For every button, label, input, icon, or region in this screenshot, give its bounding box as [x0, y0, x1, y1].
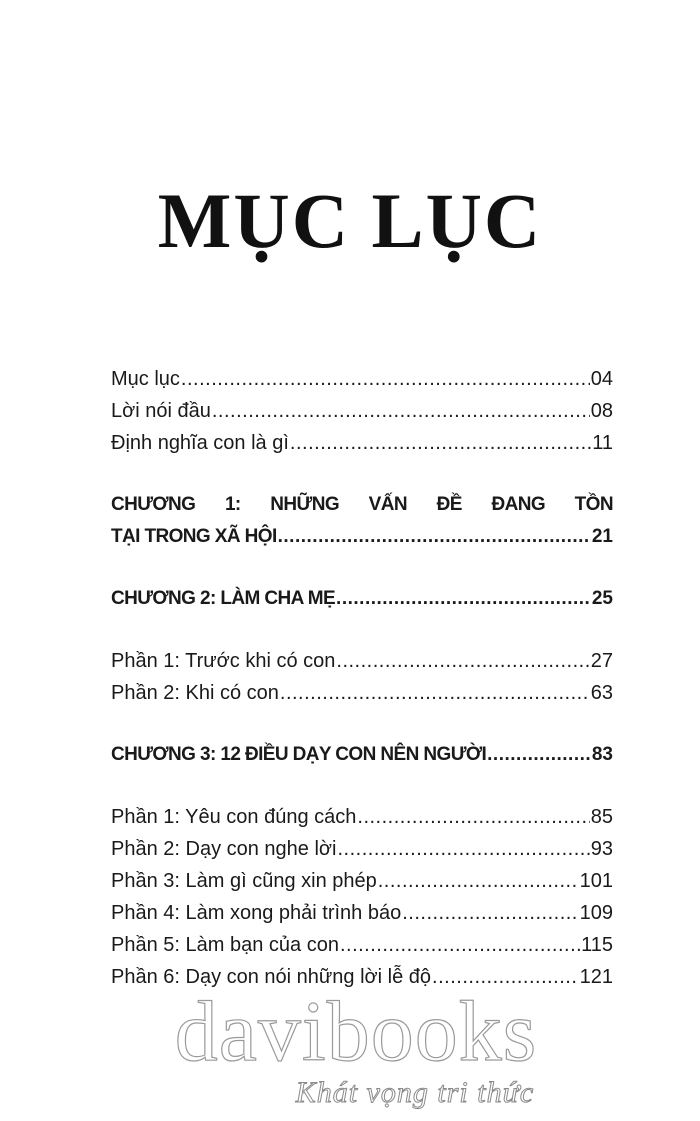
publisher-watermark [0, 983, 700, 1110]
table-of-contents [111, 368, 613, 998]
dot-leader [357, 806, 589, 829]
chapter-word: ĐANG [491, 494, 546, 515]
dot-leader [340, 934, 580, 957]
chapter-word: VẤN [368, 494, 407, 515]
toc-chapter-2-part-1 [111, 650, 613, 682]
toc-entry-page: 85 [590, 806, 613, 828]
toc-entry-page: 115 [581, 934, 613, 956]
toc-entry-label: Phần 1: Trước khi có con [111, 650, 336, 672]
toc-chapter-3-part-4 [111, 902, 613, 934]
toc-entry-page: 121 [579, 966, 613, 988]
toc-entry-label: Phần 3: Làm gì cũng xin phép [111, 870, 377, 892]
toc-entry-label: Định nghĩa con là gì [111, 432, 289, 454]
chapter-word: 1: [224, 494, 241, 515]
toc-entry-page: 11 [592, 432, 613, 454]
toc-chapter-1-line-2 [111, 526, 613, 558]
toc-entry-page: 83 [591, 744, 613, 765]
toc-chapter-1-line-1 [111, 494, 613, 526]
toc-entry-page: 21 [591, 526, 613, 547]
dot-leader [280, 682, 590, 705]
dot-leader [337, 838, 589, 861]
dot-leader [278, 526, 591, 548]
chapter-word: ĐỀ [436, 494, 462, 515]
chapter-word: NHỮNG [270, 494, 340, 515]
toc-entry-label: CHƯƠNG 2: LÀM CHA MẸ [111, 588, 336, 609]
spacer [111, 714, 613, 744]
spacer [111, 558, 613, 588]
toc-entry-dinh-nghia [111, 432, 613, 464]
toc-chapter-2 [111, 588, 613, 620]
toc-entry-label: CHƯƠNG 3: 12 ĐIỀU DẠY CON NÊN NGƯỜI [111, 744, 487, 765]
dot-leader [290, 432, 591, 455]
chapter-word: TỒN [574, 494, 613, 515]
toc-chapter-3-part-2 [111, 838, 613, 870]
toc-chapter-3-part-3 [111, 870, 613, 902]
toc-entry-label: Phần 4: Làm xong phải trình báo [111, 902, 402, 924]
dot-leader [487, 744, 591, 766]
toc-chapter-3-part-5 [111, 934, 613, 966]
toc-chapter-2-part-2 [111, 682, 613, 714]
toc-entry-loi-noi-dau [111, 400, 613, 432]
chapter-word: CHƯƠNG [111, 494, 196, 515]
toc-entry-page: 93 [590, 838, 613, 860]
dot-leader [181, 368, 590, 391]
watermark-brand: davibooks [174, 983, 538, 1079]
spacer [111, 776, 613, 806]
toc-entry-label: Phần 6: Dạy con nói những lời lễ độ [111, 966, 432, 988]
toc-entry-label: Phần 2: Khi có con [111, 682, 279, 704]
spacer [111, 620, 613, 650]
toc-entry-label: Phần 2: Dạy con nghe lời [111, 838, 337, 860]
dot-leader [402, 902, 578, 925]
toc-chapter-3 [111, 744, 613, 776]
toc-entry-page: 63 [590, 682, 613, 704]
toc-entry-page: 101 [579, 870, 613, 892]
toc-entry-label: Phần 1: Yêu con đúng cách [111, 806, 357, 828]
dot-leader [212, 400, 590, 423]
spacer [111, 464, 613, 494]
toc-entry-muc-luc [111, 368, 613, 400]
toc-entry-page: 08 [590, 400, 613, 422]
toc-entry-page: 109 [579, 902, 613, 924]
dot-leader [378, 870, 579, 893]
toc-entry-label: Mục lục [111, 368, 180, 390]
page-title: MỤC LỤC [157, 177, 543, 264]
toc-entry-page: 25 [591, 588, 613, 609]
toc-entry-label: Phần 5: Làm bạn của con [111, 934, 339, 956]
toc-chapter-3-part-1 [111, 806, 613, 838]
dot-leader [336, 650, 589, 673]
watermark-slogan: Khát vọng tri thức [295, 1076, 535, 1109]
toc-entry-page: 27 [590, 650, 613, 672]
toc-entry-label: TẠI TRONG XÃ HỘI [111, 526, 277, 547]
toc-entry-label: Lời nói đầu [111, 400, 211, 422]
toc-entry-page: 04 [590, 368, 613, 390]
dot-leader [336, 588, 591, 610]
